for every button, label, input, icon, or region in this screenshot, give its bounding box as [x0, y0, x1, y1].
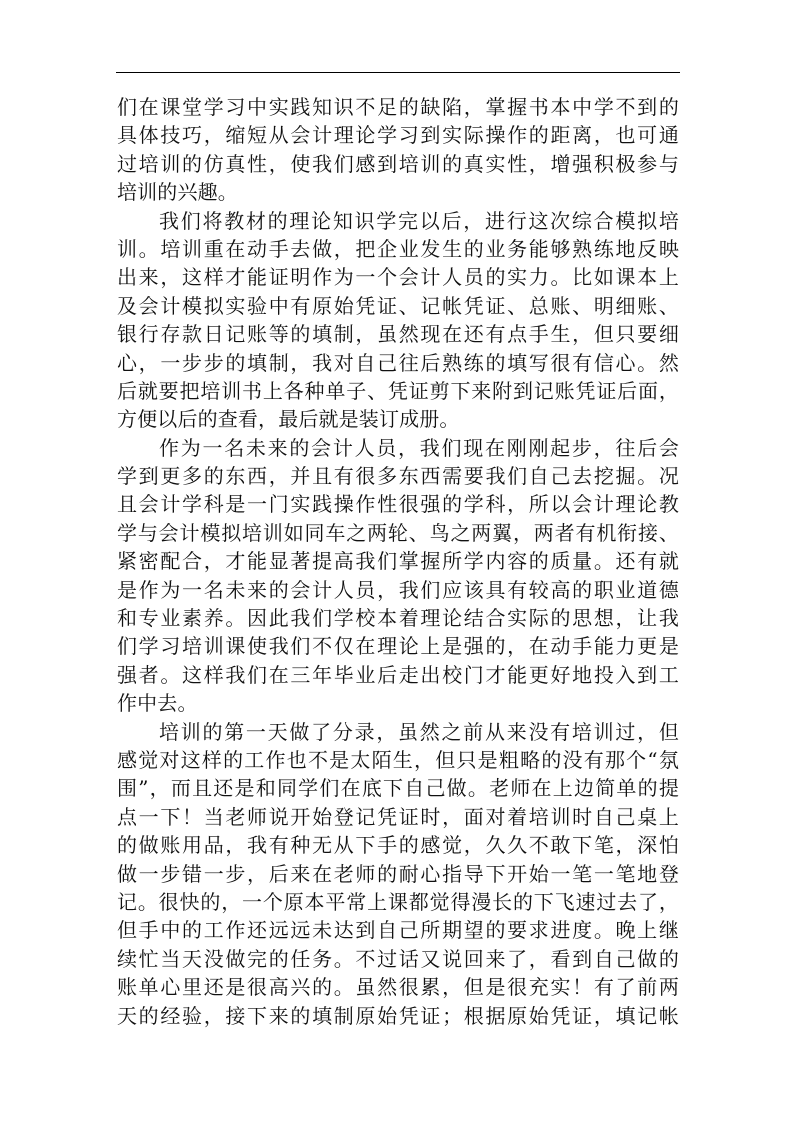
text-line: 学到更多的东西，并且有很多东西需要我们自己去挖掘。况 [117, 464, 679, 489]
text-line: 围”，而且还是和同学们在底下自己做。老师在上边简单的提 [117, 776, 679, 801]
text-line: 紧密配合，才能显著提高我们掌握所学内容的质量。还有就 [117, 549, 679, 574]
text-line: 们在课堂学习中实践知识不足的缺陷，掌握书本中学不到的 [117, 95, 679, 119]
text-line: 点一下！当老师说开始登记凭证时，面对着培训时自己桌上 [117, 804, 679, 829]
paragraph-first-line: 我们将教材的理论知识学完以后，进行这次综合模拟培 [159, 208, 679, 233]
text-line: 账单心里还是很高兴的。虽然很累，但是很充实！有了前两 [117, 975, 679, 1000]
text-line: 记。很快的，一个原本平常上课都觉得漫长的下飞速过去了， [117, 889, 679, 914]
text-line: 做一步错一步，后来在老师的耐心指导下开始一笔一笔地登 [117, 861, 679, 886]
text-line: 银行存款日记账等的填制，虽然现在还有点手生，但只要细 [117, 322, 679, 347]
text-line: 但手中的工作还远远未达到自己所期望的要求进度。晚上继 [117, 918, 679, 943]
text-line: 训。培训重在动手去做，把企业发生的业务能够熟练地反映 [117, 236, 679, 261]
text-line: 方便以后的查看，最后就是装订成册。 [117, 407, 460, 432]
text-line: 具体技巧，缩短从会计理论学习到实际操作的距离，也可通 [117, 123, 679, 148]
header-rule [116, 72, 680, 73]
text-line: 强者。这样我们在三年毕业后走出校门才能更好地投入到工 [117, 662, 679, 687]
text-line: 且会计学科是一门实践操作性很强的学科，所以会计理论教 [117, 492, 679, 517]
text-line: 续忙当天没做完的任务。不过话又说回来了，看到自己做的 [117, 946, 679, 971]
text-line: 过培训的仿真性，使我们感到培训的真实性，增强积极参与 [117, 151, 679, 176]
text-line: 感觉对这样的工作也不是太陌生，但只是粗略的没有那个“氛 [117, 747, 679, 772]
text-line: 作中去。 [117, 691, 198, 716]
text-line: 的做账用品，我有种无从下手的感觉，久久不敢下笔，深怕 [117, 833, 679, 858]
paragraph-first-line: 培训的第一天做了分录，虽然之前从来没有培训过，但 [159, 719, 679, 744]
body-text [117, 93, 679, 1030]
text-line: 学与会计模拟培训如同车之两轮、鸟之两翼，两者有机衔接、 [117, 520, 679, 545]
paragraph-first-line: 作为一名未来的会计人员，我们现在刚刚起步，往后会 [159, 435, 679, 460]
text-line: 天的经验，接下来的填制原始凭证；根据原始凭证，填记帐 [117, 1003, 679, 1028]
text-line: 心，一步步的填制，我对自己往后熟练的填写很有信心。然 [117, 350, 679, 375]
text-line: 及会计模拟实验中有原始凭证、记帐凭证、总账、明细账、 [117, 293, 679, 318]
text-line: 们学习培训课使我们不仅在理论上是强的，在动手能力更是 [117, 634, 679, 659]
text-line: 是作为一名未来的会计人员，我们应该具有较高的职业道德 [117, 577, 679, 602]
text-line: 后就要把培训书上各种单子、凭证剪下来附到记账凭证后面， [117, 378, 679, 403]
text-line: 和专业素养。因此我们学校本着理论结合实际的思想，让我 [117, 606, 679, 631]
text-line: 培训的兴趣。 [117, 180, 238, 205]
text-line: 出来，这样才能证明作为一个会计人员的实力。比如课本上 [117, 265, 679, 290]
